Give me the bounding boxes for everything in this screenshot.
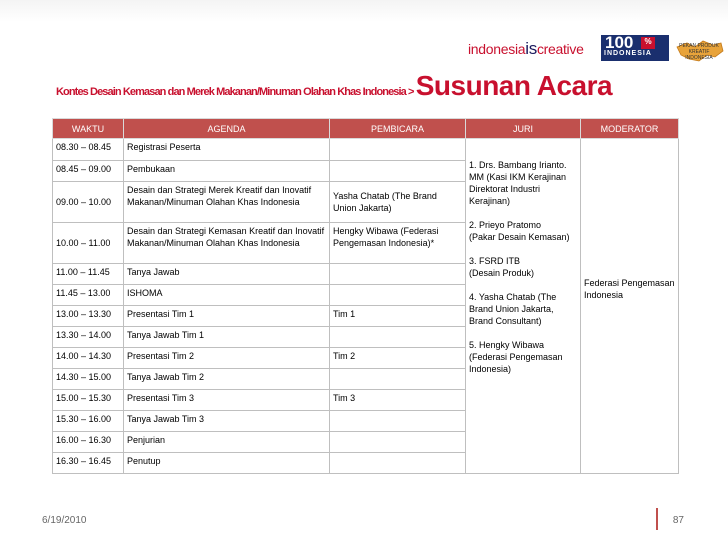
map-logo-text: PEKAN PRODUK KREATIF INDONESIA [679,43,719,61]
speaker-cell [330,264,466,285]
footer-divider [656,508,658,530]
speaker-cell [330,432,466,453]
speaker-cell [330,369,466,390]
title-context: Kontes Desain Kemasan dan Merek Makanan/Minuman Olahan Khas Indonesia > [56,86,416,98]
speaker-cell [330,161,466,182]
time-cell: 08.45 – 09.00 [53,161,124,182]
agenda-cell: Desain dan Strategi Kemasan Kreatif dan Inovatif Makanan/Minuman Olahan Khas Indonesia [124,223,330,264]
title-main: Susunan Acara [415,70,613,101]
table-row [53,139,679,161]
agenda-cell: Presentasi Tim 1 [124,306,330,327]
logo-group [468,33,728,73]
time-cell: 14.30 – 15.00 [53,369,124,390]
time-cell: 10.00 – 11.00 [53,223,124,264]
agenda-cell: Tanya Jawab Tim 1 [124,327,330,348]
header-juri: JURI [466,119,581,139]
speaker-cell: Hengky Wibawa (Federasi Pengemasan Indonesia)* [330,223,466,264]
page-title [56,70,716,110]
juri-cell [466,139,581,474]
logo-100-percent: % [641,37,655,49]
speaker-cell [330,139,466,161]
time-cell: 11.45 – 13.00 [53,285,124,306]
time-cell: 13.00 – 13.30 [53,306,124,327]
time-cell: 15.00 – 15.30 [53,390,124,411]
footer-date: 6/19/2010 [42,515,87,526]
page-number: 87 [672,515,684,526]
header-waktu: WAKTU [53,119,124,139]
100-percent-indonesia-logo [601,35,669,61]
logo-is-text: is [525,39,537,58]
time-cell: 11.00 – 11.45 [53,264,124,285]
agenda-cell: Penjurian [124,432,330,453]
speaker-cell [330,285,466,306]
schedule-table [52,118,679,474]
logo-100-subtitle: INDONESIA [604,50,652,57]
agenda-cell: Registrasi Peserta [124,139,330,161]
indonesia-creative-logo [468,39,584,59]
speaker-cell [330,453,466,474]
agenda-cell: Tanya Jawab Tim 2 [124,369,330,390]
logo-creative-text: creative [536,41,584,57]
time-cell: 14.00 – 14.30 [53,348,124,369]
header-pembicara: PEMBICARA [330,119,466,139]
juri-list: 1. Drs. Bambang Irianto. MM (Kasi IKM Kerajinan Direktorat Industri Kerajinan) 2. Prieyo Pratomo (Pakar Desain Kemasan) 3. FSRD ITB (Desain Produk) 4. Yasha Chatab (The Brand Union Jakarta, Brand Consultant) 5. Hengky Wibawa (Federasi Pengemasan Indonesia) [469,160,570,374]
logo-indonesia-text: indonesia [468,41,526,57]
agenda-cell: ISHOMA [124,285,330,306]
time-cell: 16.30 – 16.45 [53,453,124,474]
table-header-row [53,119,679,139]
moderator-cell [581,139,679,474]
agenda-cell: Penutup [124,453,330,474]
time-cell: 16.00 – 16.30 [53,432,124,453]
speaker-cell: Tim 2 [330,348,466,369]
header-agenda: AGENDA [124,119,330,139]
agenda-cell: Pembukaan [124,161,330,182]
speaker-cell [330,327,466,348]
agenda-cell: Tanya Jawab [124,264,330,285]
time-cell: 13.30 – 14.00 [53,327,124,348]
agenda-cell: Presentasi Tim 3 [124,390,330,411]
speaker-cell: Tim 1 [330,306,466,327]
time-cell: 09.00 – 10.00 [53,182,124,223]
header-moderator: MODERATOR [581,119,679,139]
top-band [0,0,728,22]
agenda-cell: Desain dan Strategi Merek Kreatif dan Inovatif Makanan/Minuman Olahan Khas Indonesia [124,182,330,223]
speaker-cell: Tim 3 [330,390,466,411]
agenda-cell: Presentasi Tim 2 [124,348,330,369]
time-cell: 08.30 – 08.45 [53,139,124,161]
agenda-cell: Tanya Jawab Tim 3 [124,411,330,432]
speaker-cell [330,411,466,432]
time-cell: 15.30 – 16.00 [53,411,124,432]
speaker-cell: Yasha Chatab (The Brand Union Jakarta) [330,182,466,223]
moderator-name: Federasi Pengemasan Indonesia [584,278,675,300]
logo-100-number: 100 [605,33,634,52]
map-logo [673,33,725,69]
